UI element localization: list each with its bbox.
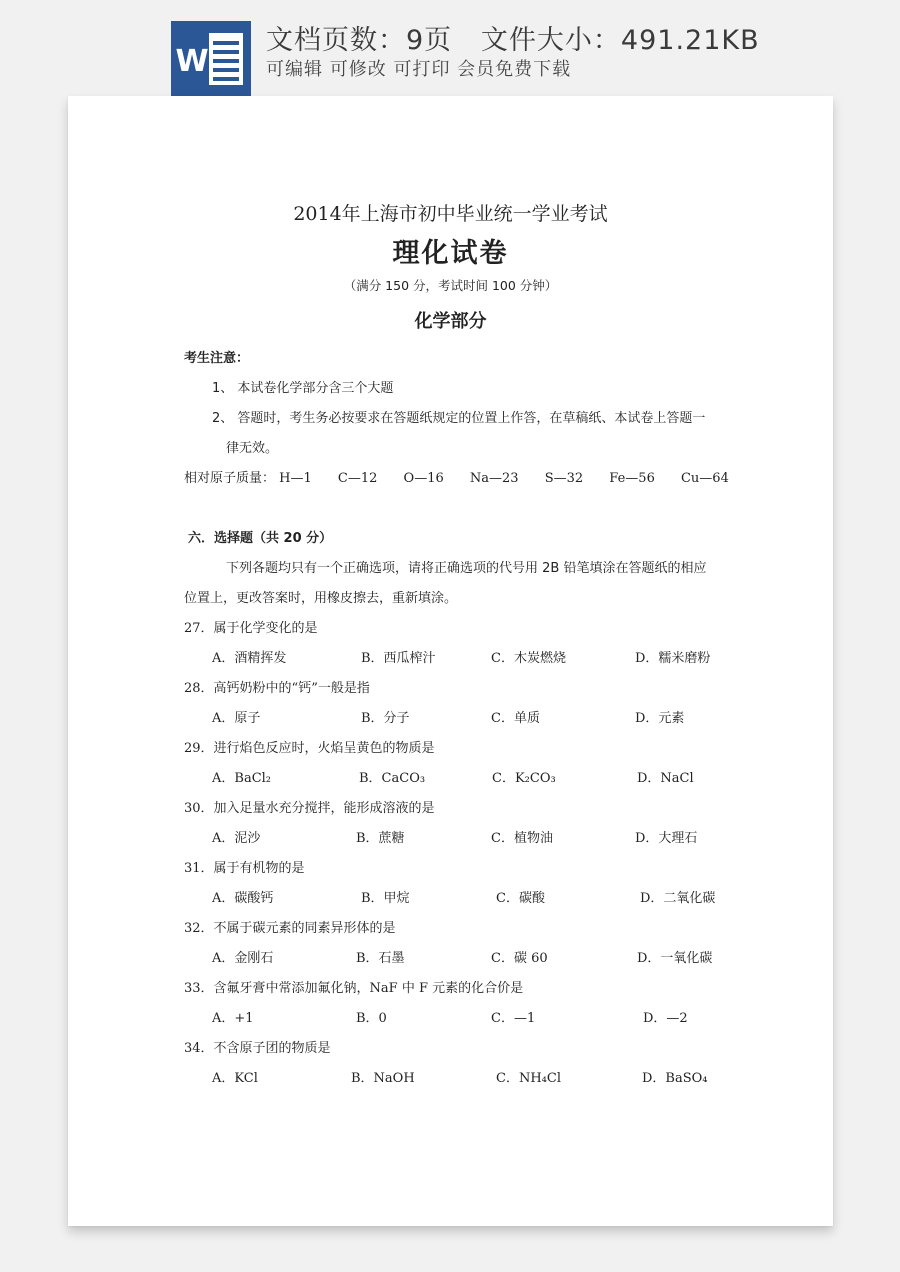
question-stem: 28．高钙奶粉中的“钙”一般是指 [184, 681, 370, 696]
option-c: C．碳酸 [496, 891, 545, 906]
file-info-line: 文档页数：9页 文件大小：491.21KB [266, 25, 760, 56]
atomic-mass-item: Na—23 [469, 471, 519, 486]
option-c: C．K₂CO₃ [492, 771, 556, 786]
option-b: B．蔗糖 [356, 831, 405, 846]
instruction-line-1: 下列各题均只有一个正确选项，请将正确选项的代号用 2B 铅笔填涂在答题纸的相应 [226, 561, 707, 576]
question-stem: 29．进行焰色反应时，火焰呈黄色的物质是 [184, 741, 435, 756]
option-b: B．CaCO₃ [359, 771, 426, 786]
option-b: B．0 [356, 1011, 387, 1026]
atomic-mass-line [184, 467, 751, 486]
option-d: D．—2 [643, 1011, 688, 1026]
notice-item-2a: 2、 答题时，考生务必按要求在答题纸规定的位置上作答，在草稿纸、本试卷上答题一 [212, 411, 706, 426]
exam-info: （满分 150 分，考试时间 100 分钟） [343, 278, 558, 293]
question-stem: 33．含氟牙膏中常添加氟化钠，NaF 中 F 元素的化合价是 [184, 981, 524, 996]
question-stem: 27．属于化学变化的是 [184, 621, 318, 636]
option-c: C．—1 [491, 1011, 536, 1026]
option-d: D．元素 [635, 711, 685, 726]
option-a: A．碳酸钙 [212, 891, 274, 906]
option-c: C．木炭燃烧 [491, 651, 566, 666]
option-d: D．大理石 [635, 831, 698, 846]
atomic-mass-item: Fe—56 [609, 471, 655, 486]
feature-line: 可编辑 可修改 可打印 会员免费下载 [266, 59, 572, 80]
option-c: C．NH₄Cl [496, 1071, 561, 1086]
notice-heading: 考生注意： [184, 351, 250, 366]
option-d: D．BaSO₄ [642, 1071, 708, 1086]
option-d: D．NaCl [637, 771, 694, 786]
question-stem: 31．属于有机物的是 [184, 861, 305, 876]
option-a: A．KCl [212, 1071, 258, 1086]
atomic-mass-item: O—16 [403, 471, 444, 486]
option-d: D．二氧化碳 [640, 891, 716, 906]
option-b: B．石墨 [356, 951, 405, 966]
option-a: A．金刚石 [212, 951, 274, 966]
exam-title: 2014年上海市初中毕业统一学业考试 [293, 203, 608, 225]
option-c: C．单质 [491, 711, 540, 726]
document-page [68, 96, 833, 1226]
atomic-mass-label: 相对原子质量： [184, 471, 276, 486]
option-b: B．甲烷 [361, 891, 410, 906]
part-heading: 六．选择题（共 20 分） [188, 531, 333, 546]
option-b: B．NaOH [351, 1071, 415, 1086]
option-a: A．原子 [212, 711, 261, 726]
option-c: C．碳 60 [491, 951, 548, 966]
option-c: C．植物油 [491, 831, 553, 846]
option-a: A．泥沙 [212, 831, 261, 846]
option-b: B．分子 [361, 711, 410, 726]
atomic-mass-item: S—32 [544, 471, 584, 486]
atomic-mass-item: Cu—64 [680, 471, 729, 486]
option-d: D．一氧化碳 [637, 951, 713, 966]
atomic-mass-item: C—12 [337, 471, 378, 486]
notice-item-2b: 律无效。 [226, 441, 279, 456]
instruction-line-2: 位置上，更改答案时，用橡皮擦去，重新填涂。 [184, 591, 458, 606]
section-title: 化学部分 [414, 311, 487, 332]
option-a: A．BaCl₂ [212, 771, 272, 786]
exam-subject: 理化试卷 [392, 238, 509, 269]
atomic-mass-item: H—1 [279, 471, 312, 486]
notice-item-1: 1、 本试卷化学部分含三个大题 [212, 381, 394, 396]
word-icon-letter: W [175, 44, 209, 79]
download-banner [0, 0, 900, 96]
word-document-icon [171, 21, 251, 97]
option-b: B．西瓜榨汁 [361, 651, 436, 666]
option-a: A．酒精挥发 [212, 651, 287, 666]
question-stem: 30．加入足量水充分搅拌，能形成溶液的是 [184, 801, 435, 816]
option-a: A．+1 [212, 1011, 254, 1026]
question-stem: 34．不含原子团的物质是 [184, 1041, 331, 1056]
question-stem: 32．不属于碳元素的同素异形体的是 [184, 921, 396, 936]
option-d: D．糯米磨粉 [635, 651, 711, 666]
